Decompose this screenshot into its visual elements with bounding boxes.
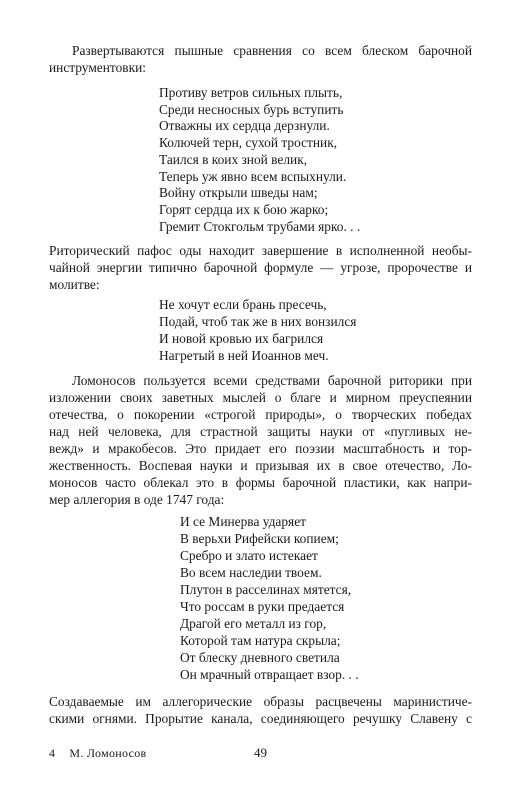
- signature-number: 4: [49, 746, 56, 760]
- text-line: Ломоносов пользуется всеми средствами барочной риторики при: [72, 373, 472, 388]
- text-line: Развертываются пышные сравнения со всем блеском барочной: [72, 43, 472, 58]
- text-line: Создаваемые им аллегорические образы расцвечены маринистиче-: [49, 694, 472, 709]
- text-line: моносов часто облекал это в формы барочной пластики, как напри-: [49, 475, 472, 490]
- text-line: чайной энергии типично барочной формуле — угрозе, пророчестве и: [49, 260, 472, 275]
- signature-mark: [49, 746, 147, 761]
- verse-line: Гремит Стокгольм трубами ярко. . .: [159, 219, 361, 234]
- verse-line: И се Минерва ударяет: [180, 514, 306, 529]
- text-line: жественность. Воспевая науки и призывая их в свое отечество, Ло-: [49, 458, 472, 473]
- verse-line: Теперь уж явно всем вспыхнули.: [159, 169, 347, 184]
- verse-line: Которой там натура скрыла;: [180, 633, 341, 648]
- verse-line: Отважны их сердца дерзнули.: [159, 118, 330, 133]
- verse-line: Во всем наследии твоем.: [180, 565, 322, 580]
- text-line: мер аллегория в оде 1747 года:: [49, 492, 225, 507]
- verse-line: Противу ветров сильных плыть,: [159, 85, 343, 100]
- verse-line: От блеску дневного светила: [180, 650, 340, 665]
- text-line: молитве:: [49, 277, 100, 292]
- page-number: 49: [254, 745, 267, 760]
- verse-line: Колючей терн, сухой тростник,: [159, 135, 338, 150]
- verse-line: И новой кровью их багрился: [159, 331, 324, 346]
- verse-line: Плутон в расселинах мятется,: [180, 582, 352, 597]
- text-line: инструментовки:: [49, 60, 146, 75]
- text-line: вежд» и мракобесов. Это придает его поэзии масштабность и тор-: [49, 441, 472, 456]
- text-line: скими огнями. Прорытие канала, соединяющего речушку Славену с: [49, 711, 472, 726]
- verse-line: В верьхи Рифейски копием;: [180, 531, 339, 546]
- verse-line: Что россам в руки предается: [180, 599, 345, 614]
- verse-line: Горят сердца их к бою жарко;: [159, 202, 329, 217]
- verse-line: Подай, чтоб так же в них вонзился: [159, 314, 357, 329]
- text-line: отечества, о покорении «строгой природы», о творческих победах: [49, 407, 472, 422]
- signature-text: М. Ломоносов: [69, 746, 147, 760]
- verse-line: Таился в коих зной велик,: [159, 152, 308, 167]
- verse-line: Он мрачный отвращает взор. . .: [180, 667, 359, 682]
- verse-line: Сребро и злато истекает: [180, 548, 318, 563]
- verse-line: Среди несносных бурь вступить: [159, 102, 344, 117]
- verse-line: Нагретый в ней Иоаннов меч.: [159, 348, 329, 363]
- verse-line: Не хочут если брань пресечь,: [159, 297, 327, 312]
- verse-line: Драгой его металл из гор,: [180, 616, 327, 631]
- text-line: над ней человека, для страстной защиты науки от «пугливых не-: [49, 424, 472, 439]
- verse-line: Войну открыли шведы нам;: [159, 185, 318, 200]
- text-line: изложении своих заветных мыслей о благе и мирном преуспеянии: [49, 390, 472, 405]
- text-line: Риторический пафос оды находит завершение в исполненной необы-: [49, 243, 472, 258]
